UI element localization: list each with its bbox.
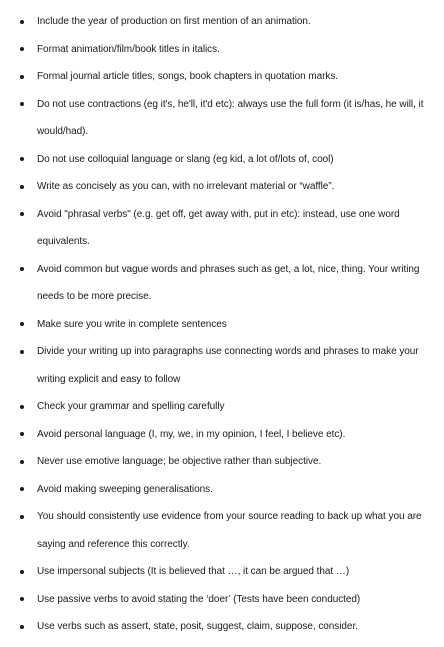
list-item bbox=[0, 586, 444, 614]
list-item bbox=[0, 146, 444, 174]
bullet-icon bbox=[20, 267, 24, 271]
list-item-text: Use verbs such as assert, state, posit, suggest, claim, suppose, consider. bbox=[37, 621, 358, 632]
list-item bbox=[0, 613, 444, 641]
list-item bbox=[0, 173, 444, 201]
bullet-icon bbox=[20, 460, 24, 464]
list-item-text: Avoid "phrasal verbs" (e.g. get off, get away with, put in etc): instead, use one word equivalents. bbox=[37, 208, 400, 247]
bullet-icon bbox=[20, 515, 24, 519]
list-item-text: Use impersonal subjects (It is believed that …, it can be argued that …) bbox=[37, 566, 350, 577]
list-item bbox=[0, 63, 444, 91]
list-item-text: Divide your writing up into paragraphs use connecting words and phrases to make your writing explicit and easy to follow bbox=[37, 346, 419, 385]
bullet-icon bbox=[20, 75, 24, 79]
bullet-icon bbox=[20, 405, 24, 409]
list-item bbox=[0, 256, 444, 311]
list-item bbox=[0, 91, 444, 146]
list-item bbox=[0, 393, 444, 421]
list-item-text: Avoid common but vague words and phrases such as get, a lot, nice, thing. Your writing needs to be more precise. bbox=[37, 263, 420, 302]
list-item-text: Make sure you write in complete sentences bbox=[37, 318, 227, 330]
guideline-list bbox=[0, 8, 444, 641]
list-item bbox=[0, 503, 444, 558]
list-item bbox=[0, 421, 444, 449]
bullet-icon bbox=[20, 597, 24, 601]
list-item-text: Formal journal article titles, songs, book chapters in quotation marks. bbox=[37, 71, 339, 82]
list-item-text: Never use emotive language; be objective rather than subjective. bbox=[37, 456, 322, 467]
bullet-icon bbox=[20, 157, 24, 161]
bullet-icon bbox=[20, 350, 24, 354]
list-item-text: Do not use colloquial language or slang (eg kid, a lot of/lots of, cool) bbox=[37, 153, 334, 165]
list-item bbox=[0, 448, 444, 476]
list-item bbox=[0, 8, 444, 36]
list-item-text: Do not use contractions (eg it's, he'll, it'd etc): always use the full form (it is/has, he will, it would/had). bbox=[37, 98, 424, 137]
bullet-icon bbox=[20, 487, 24, 491]
list-item bbox=[0, 311, 444, 339]
list-item-text: Write as concisely as you can, with no irrelevant material or “waffle”. bbox=[37, 181, 335, 192]
list-item-text: Use passive verbs to avoid stating the ‘doer’ (Tests have been conducted) bbox=[37, 593, 361, 605]
bullet-icon bbox=[20, 47, 24, 51]
bullet-icon bbox=[20, 432, 24, 436]
bullet-icon bbox=[20, 102, 24, 106]
bullet-icon bbox=[20, 625, 24, 629]
list-item-text: Avoid making sweeping generalisations. bbox=[37, 483, 213, 495]
list-item bbox=[0, 201, 444, 256]
list-item-text: Avoid personal language (I, my, we, in my opinion, I feel, I believe etc). bbox=[37, 428, 346, 440]
bullet-icon bbox=[20, 212, 24, 216]
list-item bbox=[0, 558, 444, 586]
list-item-text: You should consistently use evidence from your source reading to back up what you are saying and reference this correctly. bbox=[37, 511, 422, 550]
bullet-icon bbox=[20, 570, 24, 574]
list-item bbox=[0, 476, 444, 504]
list-item bbox=[0, 338, 444, 393]
bullet-icon bbox=[20, 20, 24, 24]
list-item bbox=[0, 36, 444, 64]
list-item-text: Check your grammar and spelling carefully bbox=[37, 401, 225, 412]
bullet-icon bbox=[20, 185, 24, 189]
bullet-icon bbox=[20, 322, 24, 326]
list-item-text: Format animation/film/book titles in italics. bbox=[37, 43, 220, 55]
list-item-text: Include the year of production on first mention of an animation. bbox=[37, 16, 311, 27]
